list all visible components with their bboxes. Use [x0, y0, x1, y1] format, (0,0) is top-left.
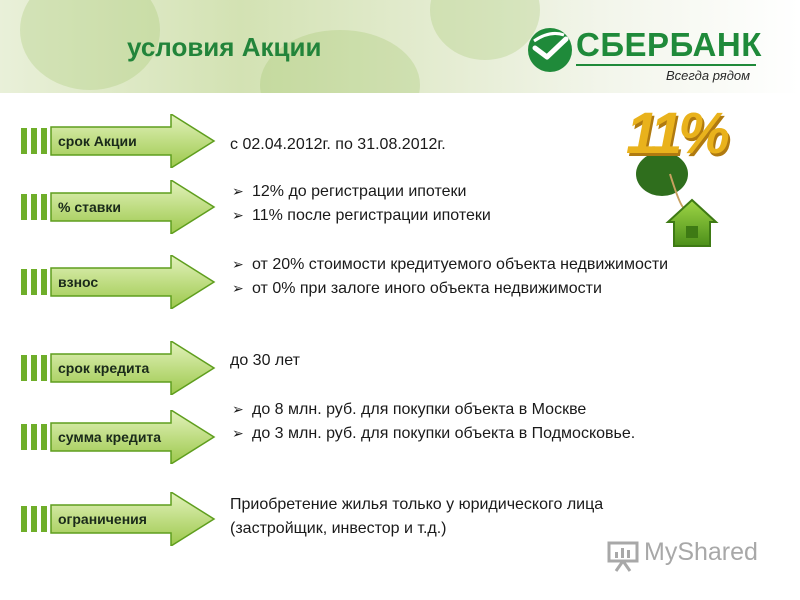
bullet-item — [232, 280, 602, 298]
label-arrow-rates — [21, 180, 217, 234]
arrow-bullet-icon: ➢ — [232, 256, 244, 272]
label-loan-amount: сумма кредита — [58, 429, 162, 445]
green-arrow-icon — [21, 255, 217, 309]
arrow-bullet-icon: ➢ — [232, 425, 244, 441]
label-promo-period: срок Акции — [58, 133, 137, 149]
bullet-item — [232, 425, 635, 443]
sberbank-logo-icon — [526, 26, 574, 74]
label-down-payment: взнос — [58, 274, 99, 290]
label-rates: % ставки — [58, 199, 121, 215]
bullet-item — [232, 256, 668, 274]
logo-tagline: Всегда рядом — [666, 68, 751, 83]
promo-period-text: с 02.04.2012г. по 31.08.2012г. — [230, 136, 446, 153]
arrow-bullet-icon: ➢ — [232, 280, 244, 296]
myshared-watermark — [606, 536, 766, 576]
down-payment-text-2: от 0% при залоге иного объекта недвижимости — [252, 280, 602, 297]
bullet-item — [232, 401, 586, 419]
loan-term-text: до 30 лет — [230, 352, 300, 369]
amount-moscow-text: до 8 млн. руб. для покупки объекта в Москве — [252, 401, 587, 418]
bullet-item — [232, 183, 466, 201]
bullet-item — [232, 207, 491, 225]
presentation-board-icon — [606, 538, 640, 572]
down-payment-text-1: от 20% стоимости кредитуемого объекта недвижимости — [252, 256, 669, 273]
arrow-bullet-icon: ➢ — [232, 207, 244, 223]
label-arrow-down-payment — [21, 255, 217, 309]
label-arrow-restrictions — [21, 492, 217, 546]
rate-after-text: 11% после регистрации ипотеки — [252, 207, 491, 224]
watermark-text: MyShared — [644, 538, 758, 566]
label-arrow-loan-amount — [21, 410, 217, 464]
label-restrictions: ограничения — [58, 511, 147, 527]
rate-before-text: 12% до регистрации ипотеки — [252, 183, 467, 200]
sberbank-logo — [524, 24, 764, 84]
label-arrow-loan-term — [21, 341, 217, 395]
restriction-text-1: Приобретение жилья только у юридического лица — [230, 496, 604, 513]
restriction-text-2: (застройщик, инвестор и т.д.) — [230, 520, 447, 537]
label-arrow-promo-period — [21, 114, 217, 168]
amount-region-text: до 3 млн. руб. для покупки объекта в Подмосковье. — [252, 425, 636, 442]
arrow-bullet-icon: ➢ — [232, 183, 244, 199]
rate-badge — [612, 96, 782, 256]
badge-percent: 11% — [626, 101, 726, 166]
label-loan-term: срок кредита — [58, 360, 150, 376]
logo-name: СБЕРБАНК — [576, 26, 762, 63]
arrow-bullet-icon: ➢ — [232, 401, 244, 417]
slide-title: условия Акции — [127, 32, 322, 62]
logo-underline — [576, 64, 756, 66]
